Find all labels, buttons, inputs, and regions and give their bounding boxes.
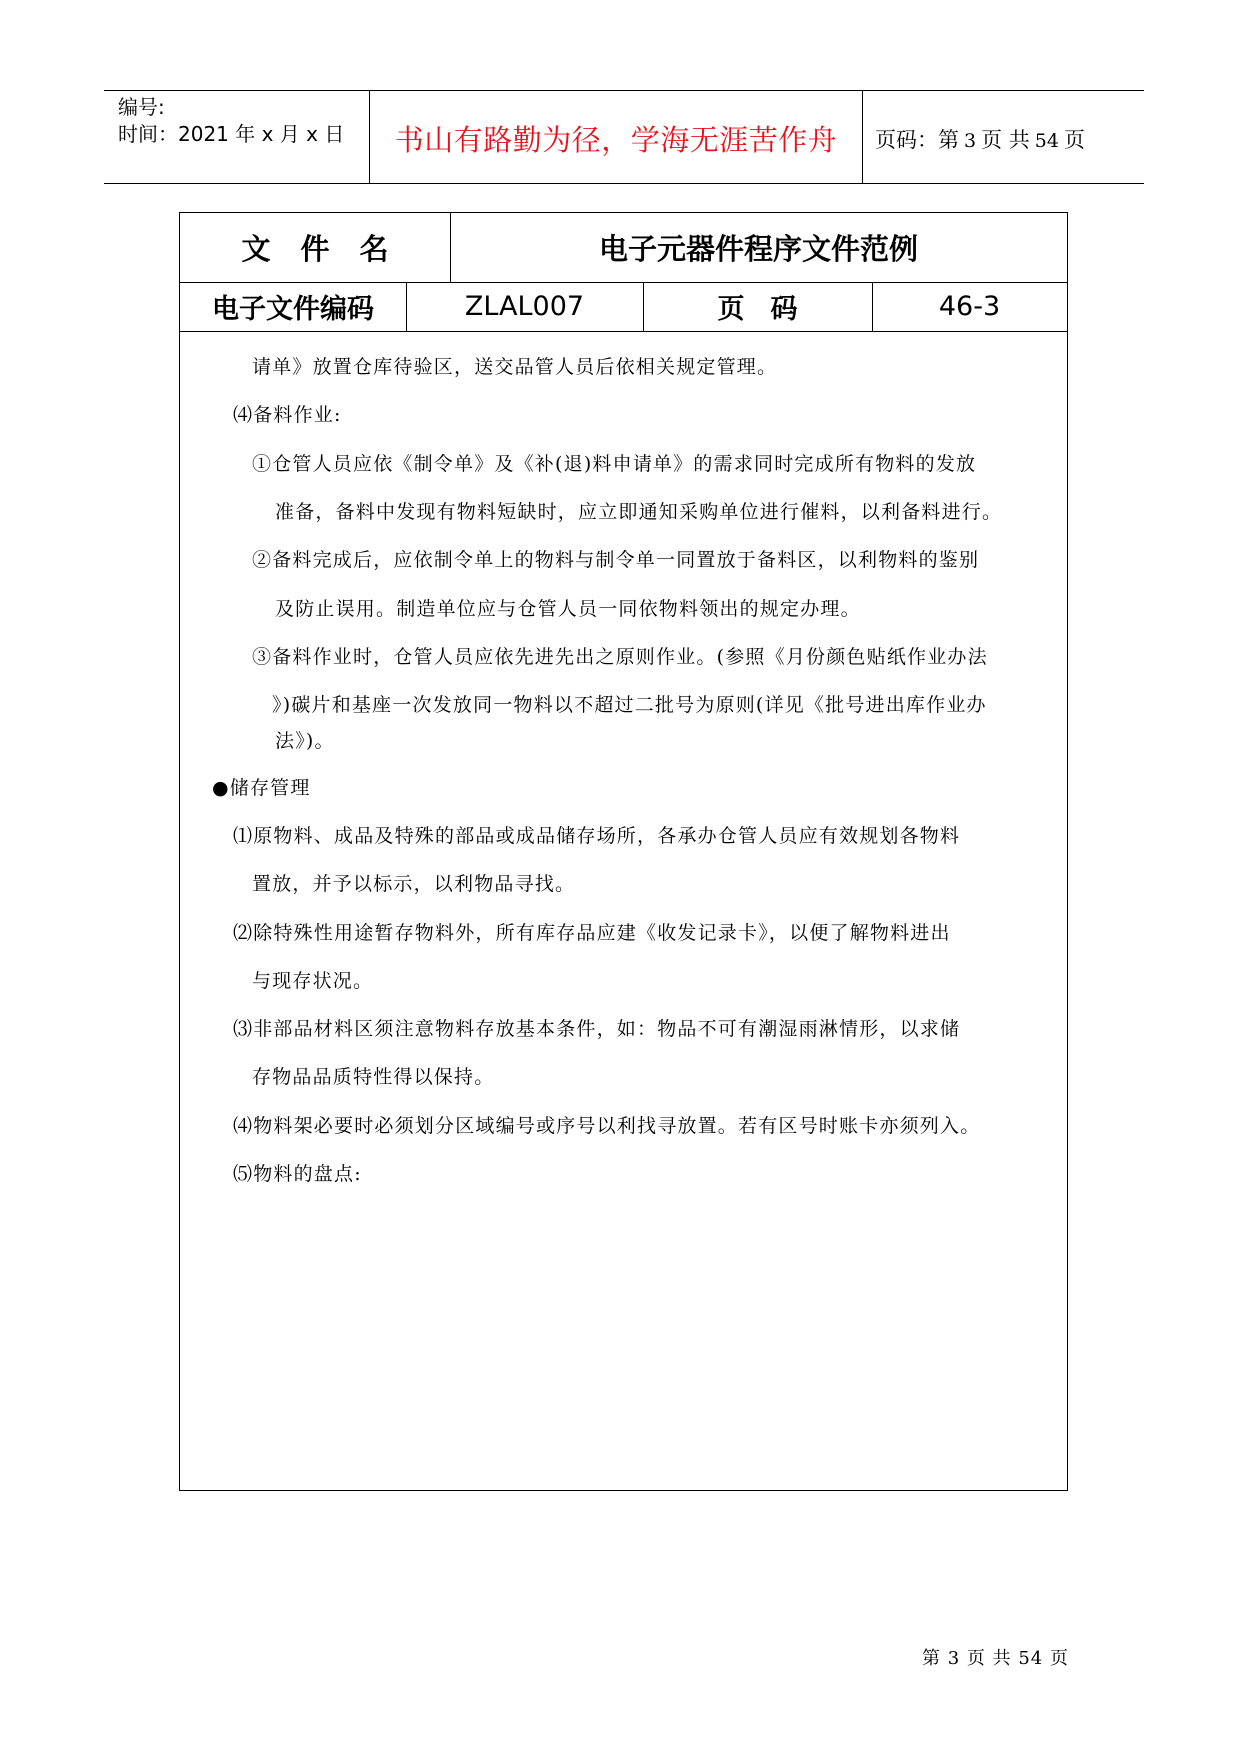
header-top-rule (104, 90, 1144, 91)
header-motto: 书山有路勤为径，学海无涯苦作舟 (394, 123, 838, 157)
body-line: 准备，备料中发现有物料短缺时，应立即通知采购单位进行催料，以利备料进行。 (275, 501, 1003, 523)
body-line: 置放，并予以标示，以利物品寻找。 (252, 873, 576, 895)
header-page-indicator (875, 124, 1085, 154)
file-code-value: ZLAL007 (464, 291, 585, 322)
body-line: ②备料完成后，应依制令单上的物料与制令单一同置放于备料区，以利物料的鉴别 (252, 549, 980, 571)
body-line: ⑷物料架必要时必须划分区域编号或序号以利找寻放置。若有区号时账卡亦须列入。 (233, 1115, 981, 1137)
page-mid: 页 共 (981, 128, 1030, 152)
header-divider (369, 90, 370, 183)
number-label: 编号: (118, 95, 165, 119)
file-code-label: 电子文件编码 (212, 294, 374, 325)
body-line: 法》)。 (275, 730, 335, 752)
body-line: 存物品品质特性得以保持。 (252, 1066, 495, 1088)
page-footer: 第 3 页 共 54 页 (922, 1648, 1069, 1669)
body-line: ⑷备料作业: (233, 404, 342, 426)
body-line: ●储存管理 (212, 777, 311, 799)
body-line: ⑴原物料、成品及特殊的部品或成品储存场所，各承办仓管人员应有效规划各物料 (233, 825, 961, 847)
page-current: 3 (964, 130, 977, 152)
page-total: 54 (1034, 130, 1059, 152)
body-line: 与现存状况。 (252, 970, 374, 992)
body-line: 请单》放置仓库待验区，送交品管人员后依相关规定管理。 (252, 356, 778, 378)
page-suffix: 页 (1063, 128, 1085, 152)
page-label: 页码 (717, 294, 824, 325)
body-line: ⑵除特殊性用途暂存物料外，所有库存品应建《收发记录卡》，以便了解物料进出 (233, 922, 951, 944)
body-line: 及防止误用。制造单位应与仓管人员一同依物料领出的规定办理。 (275, 598, 861, 620)
time-label: 时间：2021 年 x 月 x 日 (118, 122, 345, 146)
body-line: ①仓管人员应依《制令单》及《补(退)料申请单》的需求同时完成所有物料的发放 (252, 453, 977, 475)
body-line: ③备料作业时，仓管人员应依先进先出之原则作业。(参照《月份颜色贴纸作业办法 (252, 646, 988, 668)
header-bottom-rule (104, 183, 1144, 184)
page-prefix: 页码：第 (875, 128, 959, 152)
file-name-label: 文件名 (241, 232, 419, 266)
body-line: ⑶非部品材料区须注意物料存放基本条件，如：物品不可有潮湿雨淋情形，以求储 (233, 1018, 961, 1040)
page-value: 46-3 (938, 291, 1001, 322)
table-row-divider (180, 331, 1067, 332)
body-line: ⑸物料的盘点: (233, 1163, 362, 1185)
body-line: 》)碳片和基座一次发放同一物料以不超过二批号为原则(详见《批号进出库作业办 (272, 694, 987, 716)
header-meta (118, 94, 344, 148)
file-name-value: 电子元器件程序文件范例 (598, 232, 918, 266)
header-divider (862, 90, 863, 183)
